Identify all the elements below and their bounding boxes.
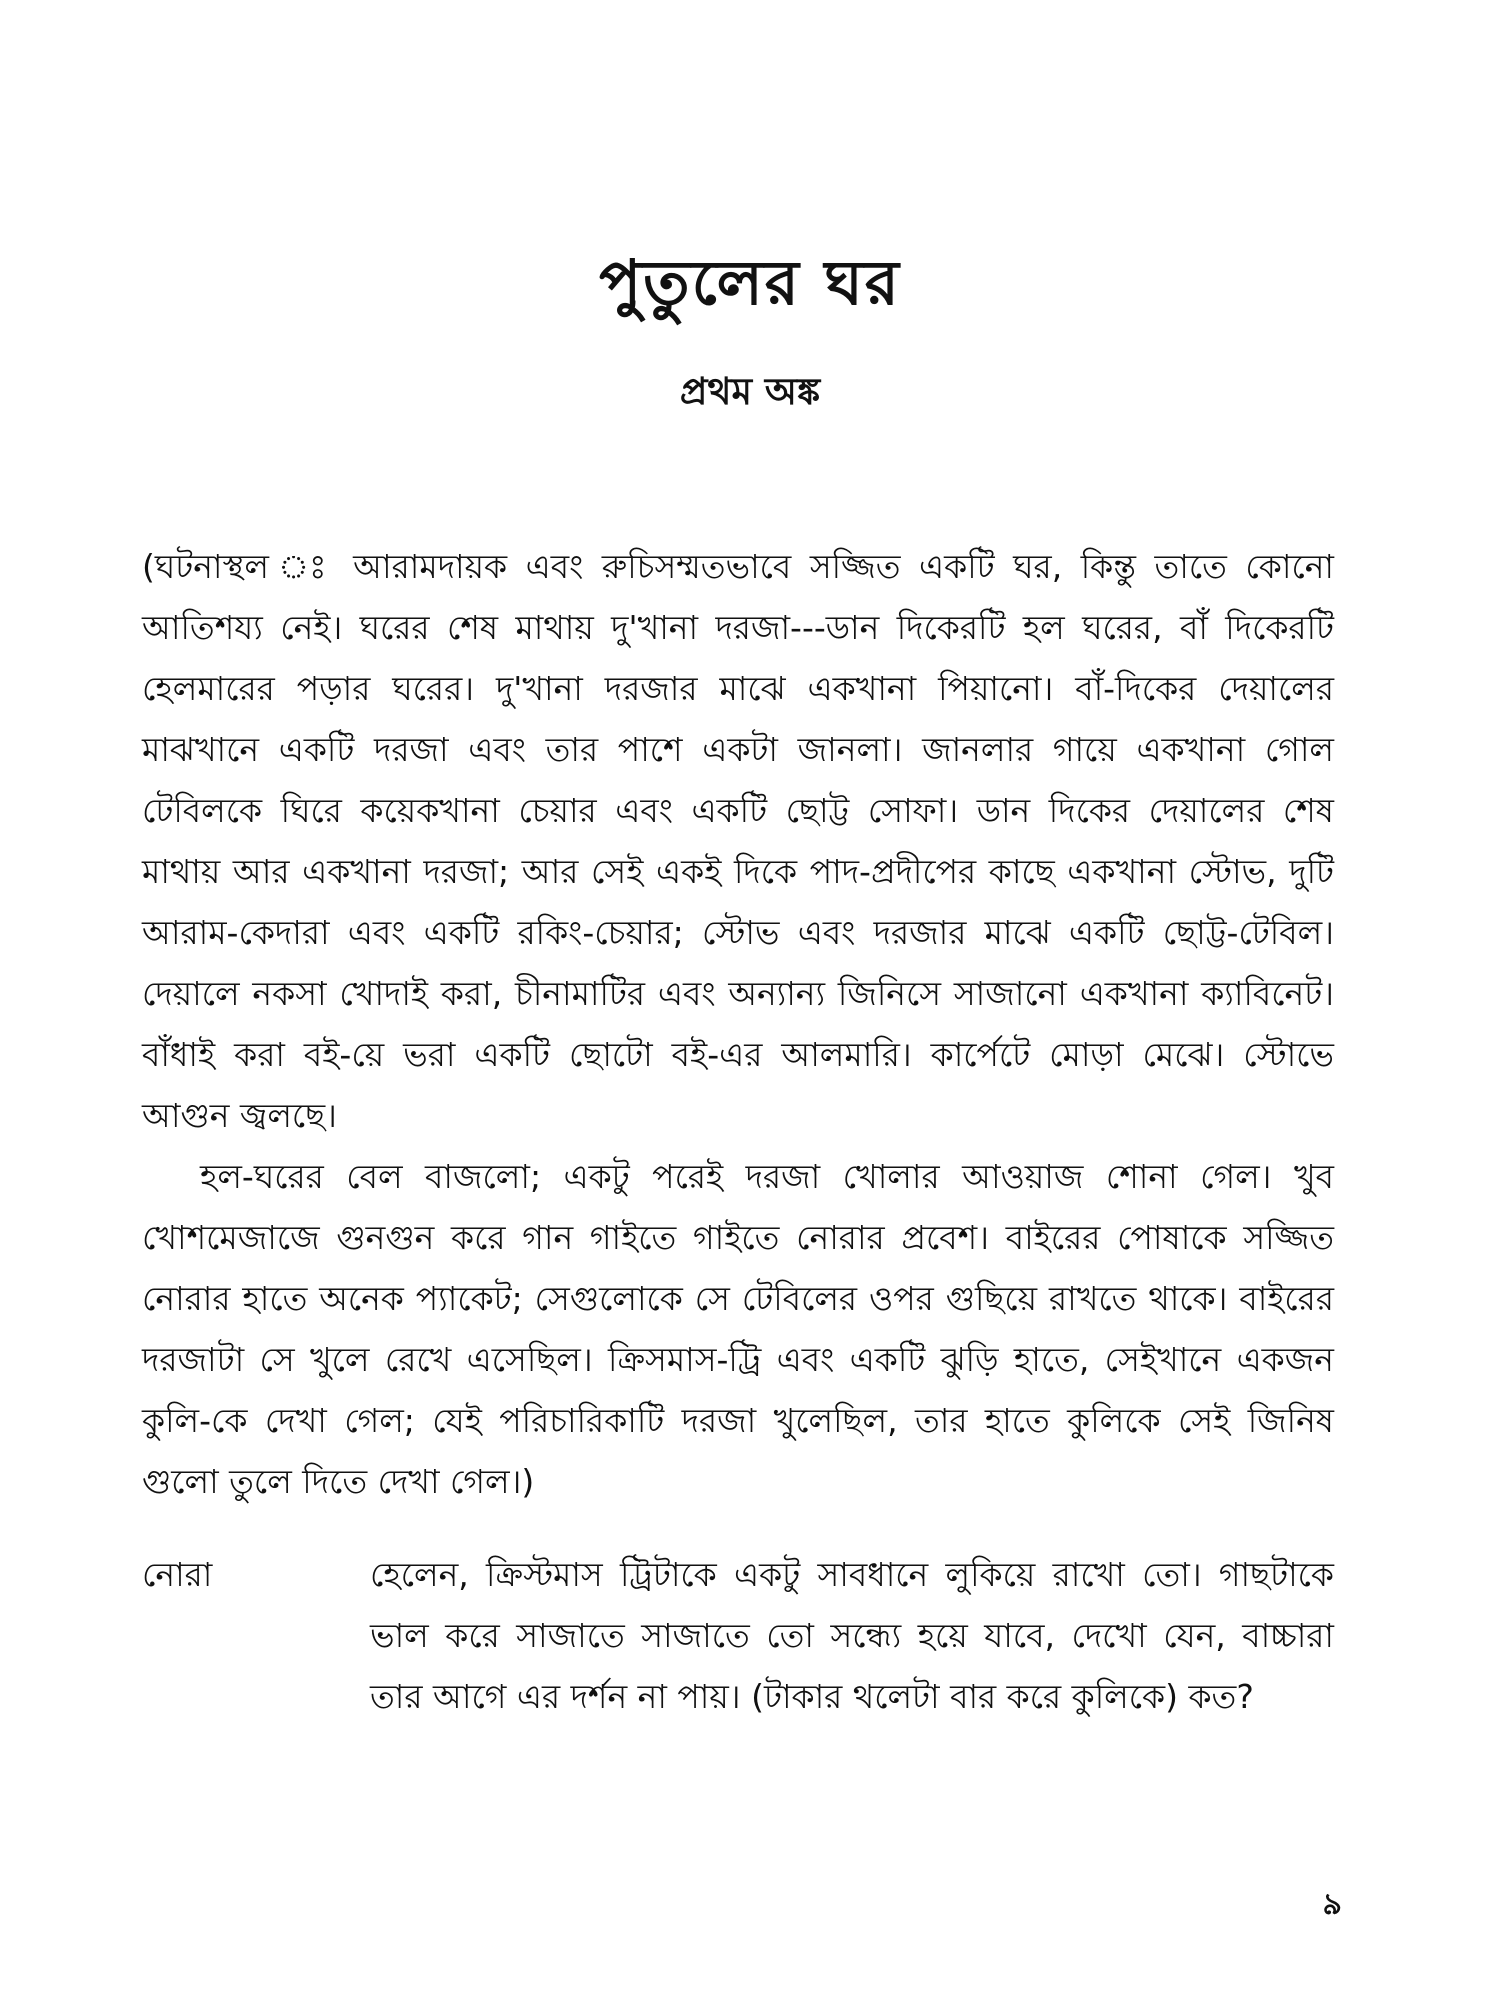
- play-title: পুতুলের ঘর: [599, 246, 901, 319]
- stage-direction-paragraph: হল-ঘরের বেল বাজলো; একটু পরেই দরজা খোলার আওয়াজ শোনা গেল। খুব খোশমেজাজে গুনগুন করে গান গাইতে গাইতে নোরার প্রবেশ। বাইরের পোষাকে সজ্জিত নোরার হাতে অনেক প্যাকেট; সেগুলোকে সে টেবিলের ওপর গুছিয়ে রাখতে থাকে। বাইরের দরজাটা সে খুলে রেখে এসেছিল। ক্রিসমাস-ট্রি এবং একটি ঝুড়ি হাতে, সেইখানে একজন কুলি-কে দেখা গেল; যেই পরিচারিকাটি দরজা খুলেছিল, তার হাতে কুলিকে সেই জিনিষ গুলো তুলে দিতে দেখা গেল।): [142, 1157, 1334, 1501]
- speech-text: হেলেন, ক্রিস্টমাস ট্রিটাকে একটু সাবধানে লুকিয়ে রাখো তো। গাছটাকে ভাল করে সাজাতে সাজাতে তো সন্ধ্যে হয়ে যাবে, দেখো যেন, বাচ্চারা তার আগে এর দর্শন না পায়। (টাকার থলেটা বার করে কুলিকে) কত?: [370, 1555, 1334, 1716]
- stage-direction-block: [142, 536, 1334, 1512]
- stage-direction-paragraph: (ঘটনাস্থল ঃ আরামদায়ক এবং রুচিসম্মতভাবে সজ্জিত একটি ঘর, কিন্তু তাতে কোনো আতিশয্য নেই। ঘরের শেষ মাথায় দু'খানা দরজা---ডান দিকেরটি হল ঘরের, বাঁ দিকেরটি হেলমারের পড়ার ঘরের। দু'খানা দরজার মাঝে একখানা পিয়ানো। বাঁ-দিকের দেয়ালের মাঝখানে একটি দরজা এবং তার পাশে একটা জানলা। জানলার গায়ে একখানা গোল টেবিলকে ঘিরে কয়েকখানা চেয়ার এবং একটি ছোট্ট সোফা। ডান দিকের দেয়ালের শেষ মাথায় আর একখানা দরজা; আর সেই একই দিকে পাদ-প্রদীপের কাছে একখানা স্টোভ, দুটি আরাম-কেদারা এবং একটি রকিং-চেয়ার; স্টোভ এবং দরজার মাঝে একটি ছোট্ট-টেবিল। দেয়ালে নকসা খোদাই করা, চীনামাটির এবং অন্যান্য জিনিসে সাজানো একখানা ক্যাবিনেট। বাঁধাই করা বই-য়ে ভরা একটি ছোটো বই-এর আলমারি। কার্পেটে মোড়া মেঝে। স্টোভে আগুন জ্বলছে।: [142, 547, 1334, 1135]
- act-heading: প্রথম অঙ্ক: [679, 370, 821, 413]
- speaker-name: নোরা: [142, 1555, 213, 1594]
- page-number: ৯: [1322, 1887, 1342, 1922]
